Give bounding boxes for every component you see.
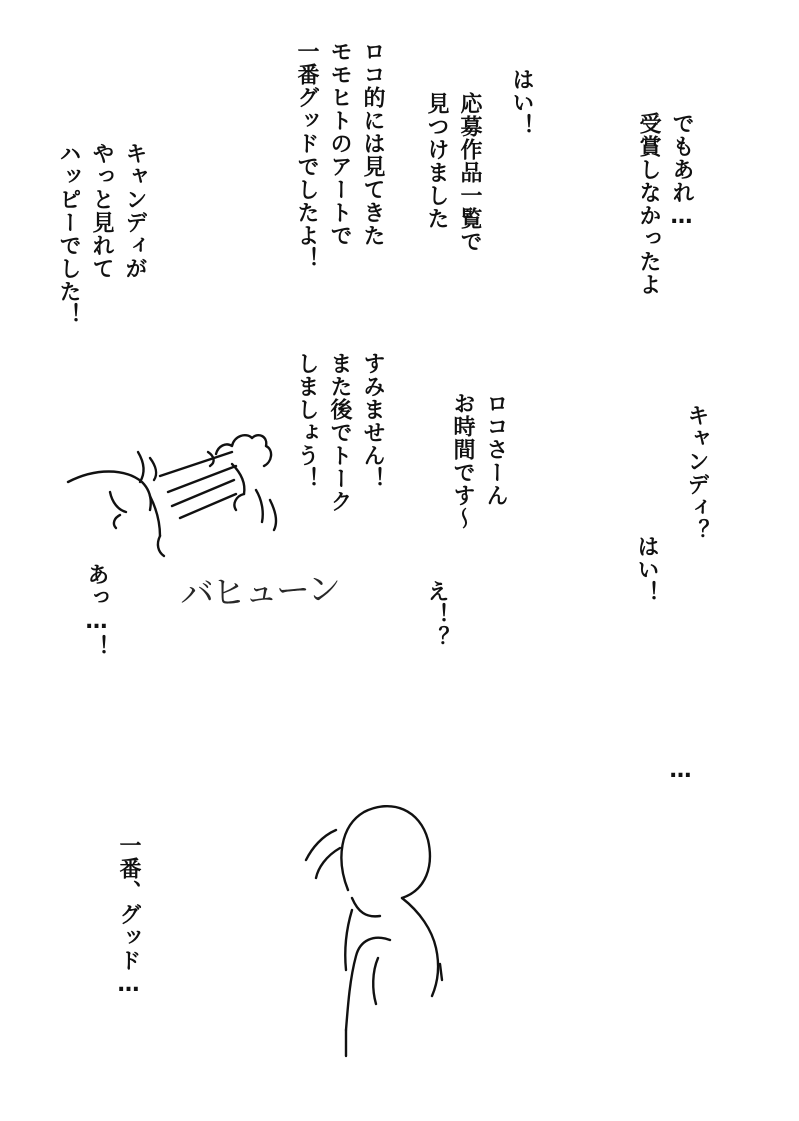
speech-e: え！？ — [424, 580, 449, 649]
speech-sumimasen: すみません！ また後でトーク しましょう！ — [294, 352, 385, 513]
speech-hai-1: はい！ — [509, 68, 534, 137]
speech-loco-art: ロコ的には見てきた モモヒトのアートで 一番グッドでしたよ！ — [294, 40, 385, 270]
speech-candy-question: キャンディ？ — [684, 404, 709, 542]
speech-oubo: 応募作品一覧で 見つけました — [424, 92, 482, 253]
speech-ellipsis: … — [668, 758, 693, 784]
speech-a: あっ…！ — [84, 563, 109, 658]
speech-candy-happy: キャンディが やっと見れて ハッピーでした！ — [56, 142, 147, 326]
speech-demo-are: でもあれ… 受賞しなかったよ — [636, 112, 694, 296]
speech-hai-2: はい！ — [634, 535, 659, 604]
speech-ichiban-good: 一番、グッド… — [116, 834, 141, 998]
sfx-bahyuun: バヒューン — [179, 569, 340, 615]
speech-loco-san: ロコさーん お時間です～ — [450, 392, 508, 530]
